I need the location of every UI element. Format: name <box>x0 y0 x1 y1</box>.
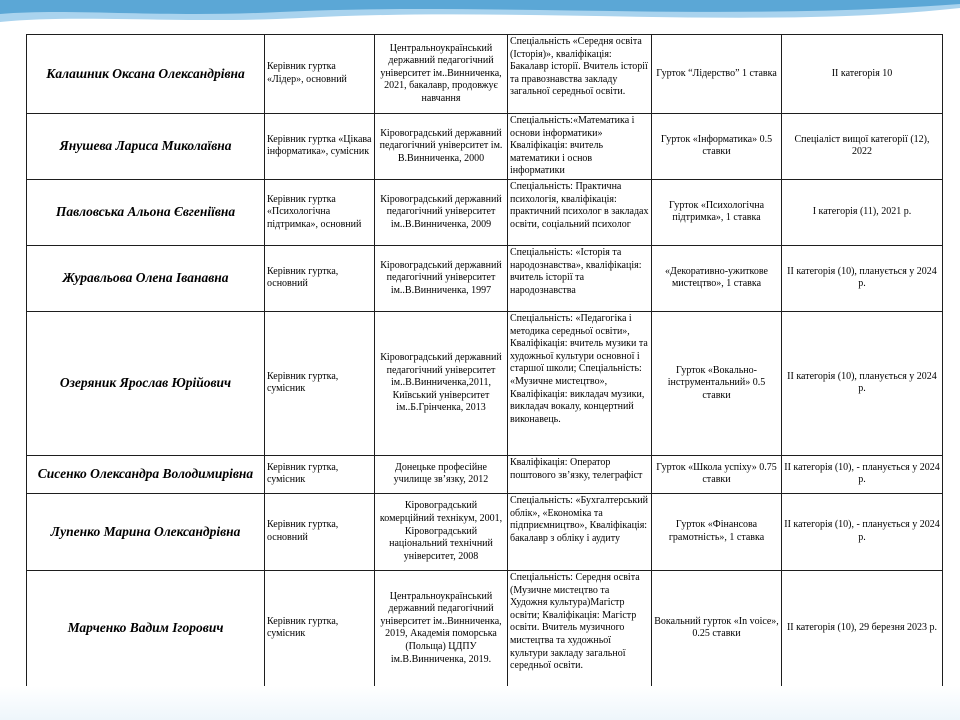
teacher-education: Кіровоградський державний педагогічний університет ім. В.Винниченка, 2000 <box>375 114 508 180</box>
teacher-specialty: Спеціальність: «Історія та народознавства», кваліфікація: вчитель історії та народознавства <box>508 245 652 311</box>
club-workload: Гурток “Лідерство” 1 ставка <box>652 35 782 114</box>
teacher-name: Озеряник Ярослав Юрійович <box>27 311 265 455</box>
teacher-name: Журавльова Олена Іванавна <box>27 245 265 311</box>
club-workload: Гурток «Школа успіху» 0.75 ставки <box>652 455 782 493</box>
qualification-category: ІІ категорія (10), планується у 2024 р. <box>782 311 943 455</box>
teacher-role: Керівник гуртка, основний <box>265 245 375 311</box>
qualification-category: ІІ категорія (10), планується у 2024 р. <box>782 245 943 311</box>
slide-bottom-background <box>0 686 960 720</box>
qualification-category: ІІ категорія 10 <box>782 35 943 114</box>
teacher-education: Центральноукраїнський державний педагогічний університет ім..Винниченка, 2021, бакалавр, продовжує навчання <box>375 35 508 114</box>
teacher-specialty: Спеціальність «Середня освіта (Історія)», кваліфікація: Бакалавр історії. Вчитель історії та правознавства закладу загальної середньої освіти. <box>508 35 652 114</box>
table-row <box>27 570 943 686</box>
teacher-specialty: Спеціальність: «Педагогіка і методика середньої освіти», Кваліфікація: вчитель музики та художньої культури основної і старшої школи; Спеціальність: «Музичне мистецтво», Кваліфікація: викладач музики, викладач вокалу, концертний виконавець. <box>508 311 652 455</box>
table-row <box>27 245 943 311</box>
table-row <box>27 311 943 455</box>
teacher-role: Керівник гуртка «Лідер», основний <box>265 35 375 114</box>
teacher-role: Керівник гуртка, сумісник <box>265 311 375 455</box>
qualification-category: І категорія (11), 2021 р. <box>782 179 943 245</box>
qualification-category: ІІ категорія (10), 29 березня 2023 р. <box>782 570 943 686</box>
teacher-specialty: Спеціальність:«Математика і основи інформатики» Кваліфікація: вчитель математики і основ інформатики <box>508 114 652 180</box>
teacher-role: Керівник гуртка «Цікава інформатика», сумісник <box>265 114 375 180</box>
table-row <box>27 35 943 114</box>
table-row <box>27 114 943 180</box>
club-workload: Гурток «Інформатика» 0.5 ставки <box>652 114 782 180</box>
club-workload: «Декоративно-ужиткове мистецтво», 1 ставка <box>652 245 782 311</box>
table-row <box>27 455 943 493</box>
club-workload: Гурток «Фінансова грамотність», 1 ставка <box>652 493 782 570</box>
teacher-specialty: Спеціальність: «Бухгалтерський облік», «Економіка та підприємництво», Кваліфікація: бакалавр з обліку і аудиту <box>508 493 652 570</box>
teacher-role: Керівник гуртка «Психологічна підтримка», основний <box>265 179 375 245</box>
club-workload: Гурток «Вокально-інструментальний» 0.5 ставки <box>652 311 782 455</box>
qualification-category: Спеціаліст вищої категорії (12), 2022 <box>782 114 943 180</box>
qualification-category: ІІ категорія (10), - планується у 2024 р. <box>782 493 943 570</box>
teacher-name: Марченко Вадим Ігорович <box>27 570 265 686</box>
teacher-specialty: Спеціальність: Практична психологія, кваліфікація: практичний психолог в закладах освіти, соціальний психолог <box>508 179 652 245</box>
teacher-specialty: Кваліфікація: Оператор поштового зв’язку, телеграфіст <box>508 455 652 493</box>
teacher-name: Калашник Оксана Олександрівна <box>27 35 265 114</box>
teacher-education: Кіровоградський державний педагогічний університет ім..В.Винниченка, 2009 <box>375 179 508 245</box>
teacher-education: Кіровоградський державний педагогічний університет ім..В.Винниченка,2011, Київський університет ім..Б.Грінченка, 2013 <box>375 311 508 455</box>
club-workload: Гурток «Психологічна підтримка», 1 ставка <box>652 179 782 245</box>
table-row <box>27 493 943 570</box>
teacher-name: Сисенко Олександра Володимирівна <box>27 455 265 493</box>
teacher-education: Центральноукраїнський державний педагогічний університет ім..Винниченка, 2019, Академія поморська (Польща) ЦДПУ ім.В.Винниченка, 2019. <box>375 570 508 686</box>
teacher-role: Керівник гуртка, сумісник <box>265 570 375 686</box>
teacher-name: Лупенко Марина Олександрівна <box>27 493 265 570</box>
club-workload: Вокальний гурток «In voice», 0.25 ставки <box>652 570 782 686</box>
teacher-role: Керівник гуртка, сумісник <box>265 455 375 493</box>
teacher-name: Павловська Альона Євгеніївна <box>27 179 265 245</box>
teacher-name: Янушева Лариса Миколаївна <box>27 114 265 180</box>
teacher-specialty: Спеціальність: Середня освіта (Музичне мистецтво та Художня культура)Магістр освіти; Кваліфікація: Магістр освіти. Вчитель музичного мистецтва та художньої культури закладу загальної середньої освіти. <box>508 570 652 686</box>
teacher-education: Кіровоградський комерційний технікум, 2001, Кіровоградський національний технічний університет, 2008 <box>375 493 508 570</box>
qualification-category: ІІ категорія (10), - планується у 2024 р. <box>782 455 943 493</box>
teacher-education: Донецьке професійне училище зв’язку, 2012 <box>375 455 508 493</box>
table-row <box>27 179 943 245</box>
teacher-education: Кіровоградський державний педагогічний університет ім..В.Винниченка, 1997 <box>375 245 508 311</box>
staff-table <box>26 34 943 687</box>
teacher-role: Керівник гуртка, основний <box>265 493 375 570</box>
